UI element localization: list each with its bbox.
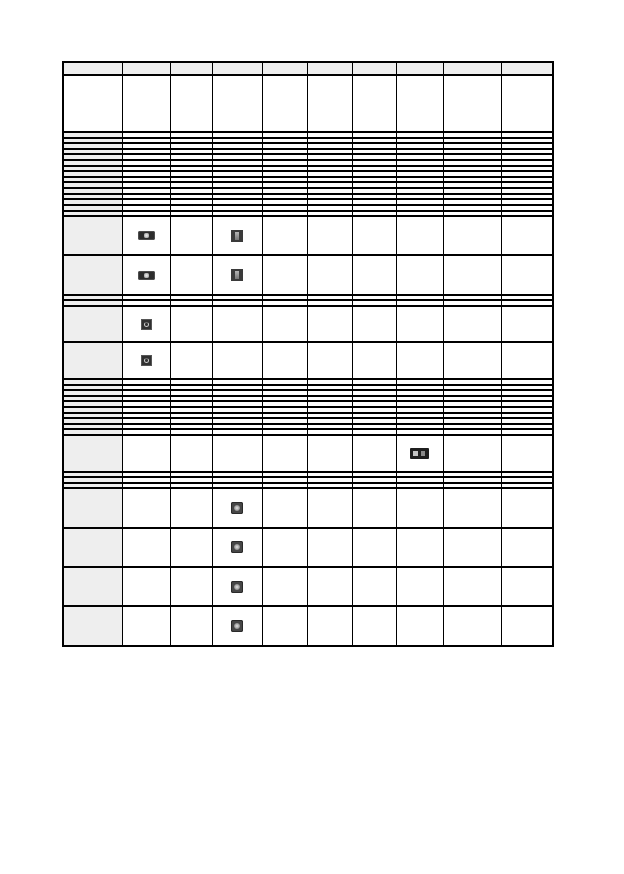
cell bbox=[122, 567, 170, 606]
cell bbox=[501, 488, 553, 527]
row-header-cell bbox=[63, 306, 122, 343]
cell bbox=[443, 435, 501, 472]
cell bbox=[307, 528, 352, 567]
lens-thumbnail-icon[interactable] bbox=[231, 502, 243, 514]
refresh-button-icon[interactable] bbox=[141, 355, 152, 366]
cell bbox=[501, 528, 553, 567]
cell bbox=[307, 567, 352, 606]
blank-grid-table bbox=[62, 61, 554, 647]
data-row bbox=[63, 528, 553, 567]
cell bbox=[262, 75, 307, 132]
row-header-cell bbox=[63, 528, 122, 567]
cell bbox=[122, 255, 170, 294]
cell bbox=[307, 75, 352, 132]
cell bbox=[307, 488, 352, 527]
cell bbox=[501, 567, 553, 606]
star-button-icon[interactable] bbox=[138, 231, 155, 240]
header-cell bbox=[63, 62, 122, 75]
photo-thumbnail-icon[interactable] bbox=[231, 230, 243, 242]
cell bbox=[443, 342, 501, 379]
data-row bbox=[63, 216, 553, 255]
tall-row bbox=[63, 75, 553, 132]
cell bbox=[307, 342, 352, 379]
header-cell bbox=[307, 62, 352, 75]
cell bbox=[170, 255, 212, 294]
cell bbox=[122, 488, 170, 527]
data-row bbox=[63, 567, 553, 606]
cell bbox=[501, 75, 553, 132]
cell bbox=[212, 606, 262, 646]
cell bbox=[396, 528, 443, 567]
cell bbox=[212, 255, 262, 294]
row-header-cell bbox=[63, 488, 122, 527]
row-header-cell bbox=[63, 255, 122, 294]
cell bbox=[307, 216, 352, 255]
cell bbox=[262, 488, 307, 527]
cell bbox=[212, 528, 262, 567]
cell bbox=[352, 567, 396, 606]
cell bbox=[443, 216, 501, 255]
cell bbox=[307, 606, 352, 646]
plus-button-icon[interactable] bbox=[138, 271, 155, 280]
cell bbox=[396, 255, 443, 294]
refresh-button-icon[interactable] bbox=[141, 319, 152, 330]
cell bbox=[443, 606, 501, 646]
cell bbox=[352, 528, 396, 567]
cell bbox=[501, 255, 553, 294]
cell bbox=[396, 606, 443, 646]
cell bbox=[352, 435, 396, 472]
header-cell bbox=[212, 62, 262, 75]
cell bbox=[396, 488, 443, 527]
cell bbox=[262, 435, 307, 472]
cell bbox=[352, 216, 396, 255]
cell bbox=[262, 216, 307, 255]
cell bbox=[352, 606, 396, 646]
row-header-cell bbox=[63, 342, 122, 379]
cell bbox=[122, 216, 170, 255]
cell bbox=[122, 342, 170, 379]
data-row bbox=[63, 435, 553, 472]
cell bbox=[307, 435, 352, 472]
cell bbox=[122, 528, 170, 567]
cassette-button-icon[interactable] bbox=[410, 448, 429, 459]
data-row bbox=[63, 342, 553, 379]
cell bbox=[170, 216, 212, 255]
cell bbox=[212, 75, 262, 132]
cell bbox=[170, 342, 212, 379]
data-row bbox=[63, 488, 553, 527]
row-header-cell bbox=[63, 567, 122, 606]
cell bbox=[443, 528, 501, 567]
cell bbox=[501, 435, 553, 472]
cell bbox=[396, 75, 443, 132]
header-cell bbox=[396, 62, 443, 75]
cell bbox=[352, 306, 396, 343]
cell bbox=[212, 567, 262, 606]
cell bbox=[212, 216, 262, 255]
cell bbox=[443, 75, 501, 132]
header-cell bbox=[122, 62, 170, 75]
row-header-cell bbox=[63, 606, 122, 646]
cell bbox=[212, 342, 262, 379]
cell bbox=[63, 75, 122, 132]
cell bbox=[170, 435, 212, 472]
cell bbox=[122, 435, 170, 472]
cell bbox=[307, 255, 352, 294]
data-row bbox=[63, 306, 553, 343]
cell bbox=[170, 306, 212, 343]
header-cell bbox=[262, 62, 307, 75]
cell bbox=[122, 606, 170, 646]
data-row bbox=[63, 606, 553, 646]
cell bbox=[307, 306, 352, 343]
lens-thumbnail-icon[interactable] bbox=[231, 541, 243, 553]
header-cell bbox=[501, 62, 553, 75]
cell bbox=[262, 567, 307, 606]
cell bbox=[170, 606, 212, 646]
cell bbox=[122, 75, 170, 132]
cell bbox=[501, 216, 553, 255]
cell bbox=[212, 306, 262, 343]
cell bbox=[352, 255, 396, 294]
cell bbox=[170, 488, 212, 527]
header-cell bbox=[170, 62, 212, 75]
cell bbox=[170, 567, 212, 606]
lens-thumbnail-icon[interactable] bbox=[231, 620, 243, 632]
cell bbox=[262, 606, 307, 646]
cell bbox=[396, 306, 443, 343]
cell bbox=[122, 306, 170, 343]
cell bbox=[501, 606, 553, 646]
cell bbox=[501, 342, 553, 379]
cell bbox=[262, 255, 307, 294]
cell bbox=[396, 216, 443, 255]
cell bbox=[396, 435, 443, 472]
cell bbox=[396, 567, 443, 606]
cell bbox=[396, 342, 443, 379]
cell bbox=[170, 528, 212, 567]
cell bbox=[443, 306, 501, 343]
cell bbox=[443, 255, 501, 294]
lens-thumbnail-icon[interactable] bbox=[231, 581, 243, 593]
cell bbox=[443, 567, 501, 606]
cell bbox=[352, 488, 396, 527]
row-header-cell bbox=[63, 435, 122, 472]
header-cell bbox=[443, 62, 501, 75]
header-row bbox=[63, 62, 553, 75]
cell bbox=[352, 75, 396, 132]
row-header-cell bbox=[63, 216, 122, 255]
cell bbox=[352, 342, 396, 379]
cell bbox=[212, 435, 262, 472]
cell bbox=[443, 488, 501, 527]
photo-thumbnail-icon[interactable] bbox=[231, 269, 243, 281]
data-row bbox=[63, 255, 553, 294]
cell bbox=[262, 306, 307, 343]
cell bbox=[170, 75, 212, 132]
header-cell bbox=[352, 62, 396, 75]
cell bbox=[262, 342, 307, 379]
cell bbox=[212, 488, 262, 527]
cell bbox=[262, 528, 307, 567]
cell bbox=[501, 306, 553, 343]
